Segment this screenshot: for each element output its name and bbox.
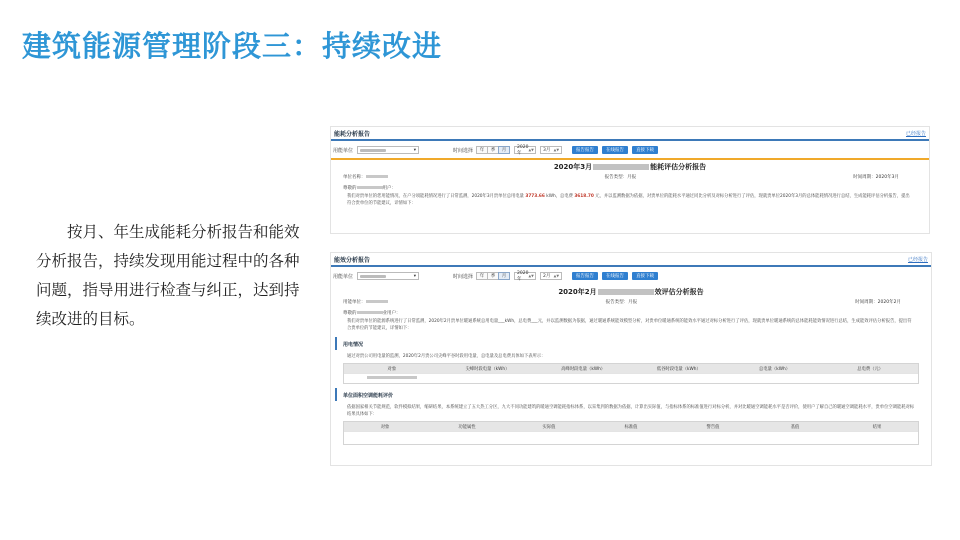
body-suffix: 元，并以监测数据为依据，对贵单位的能耗水平通过同比分析及对标分析进行了评估，现就贵单位2020年3月的总体能耗情况进行总结，生成能耗评估分析报告，提出符合贵单位的节能建议，详情如下： <box>347 194 910 206</box>
column-header: 总电量（kWh） <box>759 366 790 372</box>
online-report-button[interactable]: 在线报告 <box>602 272 628 280</box>
efficiency-report-screenshot <box>330 252 932 466</box>
body-mid: kWh，总电费 <box>546 194 573 199</box>
report-title-prefix: 2020年3月 <box>553 163 593 171</box>
chevron-down-icon: ▾ <box>413 273 417 279</box>
panel-header <box>331 253 931 267</box>
column-header: 对象 <box>387 366 397 372</box>
redacted-user <box>357 186 383 189</box>
report-meta <box>331 297 931 307</box>
electricity-value: 3773.66 <box>525 194 545 199</box>
redacted-unit <box>366 175 388 178</box>
table-row <box>344 373 918 383</box>
description-text: 按月、年生成能耗分析报告和能效分析报告，持续发现用能过程中的各种问题，指导用进行检查与纠正，达到持续改进的目标。 <box>36 223 300 328</box>
year-value: 2020年 <box>517 144 529 156</box>
month-value: 3月 <box>543 148 551 153</box>
month-value: 2月 <box>543 274 551 279</box>
unit-select[interactable] <box>357 146 419 154</box>
tab-month[interactable]: 月 <box>498 146 510 154</box>
stepper-arrows-icon[interactable]: ▲▼ <box>553 148 560 152</box>
greeting-prefix: 尊敬的 <box>343 311 357 316</box>
month-stepper[interactable] <box>540 146 562 154</box>
redacted-user <box>357 311 383 314</box>
greeting <box>331 307 931 317</box>
unit-name-label: 用能单位： <box>343 300 366 305</box>
table-header <box>344 364 918 373</box>
table-row <box>344 431 918 444</box>
panel-title: 能耗分析报告 <box>334 130 371 138</box>
unit-label: 用能单位 <box>333 273 354 280</box>
column-header: 标准值 <box>624 424 638 430</box>
report-period: 时间周期：2020年3月 <box>853 175 899 180</box>
unit-select[interactable] <box>357 272 419 280</box>
tab-year[interactable]: 年 <box>476 146 488 154</box>
year-stepper[interactable] <box>514 272 536 280</box>
time-label: 时间选择 <box>453 273 474 280</box>
report-title-prefix: 2020年2月 <box>558 288 597 296</box>
section-intro: 依据国家相关节能规范，软件模拟结果，缩研结果，本系统建立了五大热工分区，九大不同功能建筑的暖通空调能耗指标体系，以采集到的数据为依据，计算出实际值，与指标体系的标准值进行对标分析，并对比暖通空调能耗水平是否评价，使用户了解自己的暖通空调能耗水平，贵单位空调能耗对标结果具体如下： <box>347 405 915 417</box>
slide-title: 建筑能源管理阶段三：持续改进 <box>22 29 443 63</box>
report-body <box>331 192 929 208</box>
redacted-name <box>593 164 649 170</box>
time-label: 时间选择 <box>453 147 474 154</box>
tab-year[interactable]: 年 <box>476 272 488 280</box>
redacted-object <box>367 376 417 379</box>
slide-description <box>36 218 304 334</box>
section-title-electricity: 用电情况 <box>335 337 931 350</box>
download-button[interactable]: 直接下载 <box>632 146 658 154</box>
column-header: 总电费（元） <box>857 366 884 372</box>
report-title <box>331 162 929 172</box>
tab-quarter[interactable]: 季 <box>487 146 499 154</box>
period-tabs <box>477 272 510 280</box>
stepper-arrows-icon[interactable]: ▲▼ <box>553 274 560 278</box>
table-cell <box>344 376 440 381</box>
report-period: 时间周期：2020年2月 <box>855 300 901 305</box>
column-header: 高峰时段电量（kWh） <box>561 366 606 372</box>
chevron-down-icon: ▾ <box>413 147 417 153</box>
column-header: 对象 <box>380 424 390 430</box>
panel-title: 能效分析报告 <box>334 256 371 264</box>
unit-label: 用能单位 <box>333 147 354 154</box>
redacted-name <box>598 289 654 295</box>
table-header <box>344 422 918 431</box>
report-type: 报告类型：月报 <box>605 300 638 305</box>
section-title-hvac: 单位面积空调能耗评价 <box>335 388 931 401</box>
month-stepper[interactable] <box>540 272 562 280</box>
report-meta <box>331 172 929 182</box>
year-value: 2020年 <box>517 270 529 282</box>
divider <box>331 158 929 160</box>
column-header: 功能属性 <box>458 424 476 430</box>
fee-value: 3618.70 <box>574 194 594 199</box>
generate-report-button[interactable]: 报告报告 <box>572 146 598 154</box>
history-report-link[interactable]: 已经报告 <box>907 256 928 263</box>
section-intro: 通过对贵公司用电量的监测，2020年2月贵公司尖峰平谷时段用电量、总电量及总电费具体如下表所示： <box>347 354 546 359</box>
greeting-suffix: 用户： <box>382 186 396 191</box>
report-toolbar <box>331 143 929 157</box>
report-title-suffix: 能耗评估分析报告 <box>650 163 707 171</box>
panel-header <box>331 127 929 141</box>
greeting-prefix: 尊敬的 <box>343 186 357 191</box>
redacted-unit <box>360 275 386 278</box>
column-header: 实际值 <box>542 424 556 430</box>
energy-report-screenshot <box>330 126 930 234</box>
online-report-button[interactable]: 在线报告 <box>602 146 628 154</box>
greeting-suffix: 业用户： <box>382 311 401 316</box>
tab-month[interactable]: 月 <box>498 272 510 280</box>
tab-quarter[interactable]: 季 <box>487 272 499 280</box>
redacted-unit <box>360 149 386 152</box>
column-header: 低谷时段电量（kWh） <box>656 366 701 372</box>
history-report-link[interactable]: 已经报告 <box>905 130 926 137</box>
unit-name-label: 单位名称： <box>343 175 366 180</box>
column-header: 警告值 <box>706 424 720 430</box>
electricity-table <box>343 363 919 384</box>
redacted-unit <box>366 300 388 303</box>
column-header: 结果 <box>872 424 882 430</box>
report-title <box>331 287 931 297</box>
greeting <box>331 182 929 192</box>
download-button[interactable]: 直接下载 <box>632 272 658 280</box>
report-body: 我们对贵单位的能源系统进行了日常监测，2020年2月贵单位暖通系统总用电量___kWh，总电费___元，并以监测数据为依据，通过暖通系统能效模型分析，对贵单位暖通系统的能效水平通过对标分析进行了评估，现就贵单位暖通系统的总体能耗能效情况进行总结，生成能效评估分析报告，提出符合贵单位的节能建议，详情如下： <box>347 319 912 331</box>
period-tabs <box>477 146 510 154</box>
hvac-table <box>343 421 919 445</box>
generate-report-button[interactable]: 报告报告 <box>572 272 598 280</box>
report-title-suffix: 效评估分析报告 <box>654 288 704 296</box>
report-toolbar <box>331 269 931 283</box>
stepper-arrows-icon[interactable]: ▲▼ <box>528 274 534 278</box>
year-stepper[interactable] <box>514 146 536 154</box>
column-header: 基值 <box>790 424 800 430</box>
column-header: 尖峰时段电量（kWh） <box>465 366 510 372</box>
unit-name <box>343 299 388 305</box>
report-type: 报告类型：月报 <box>604 175 637 180</box>
unit-name <box>343 174 388 180</box>
body-prefix: 我们对贵单位的您用能情况，在户分项能耗情况进行了日常监测，2020年3月贵单位总用电量 <box>347 194 524 199</box>
stepper-arrows-icon[interactable]: ▲▼ <box>528 148 534 152</box>
